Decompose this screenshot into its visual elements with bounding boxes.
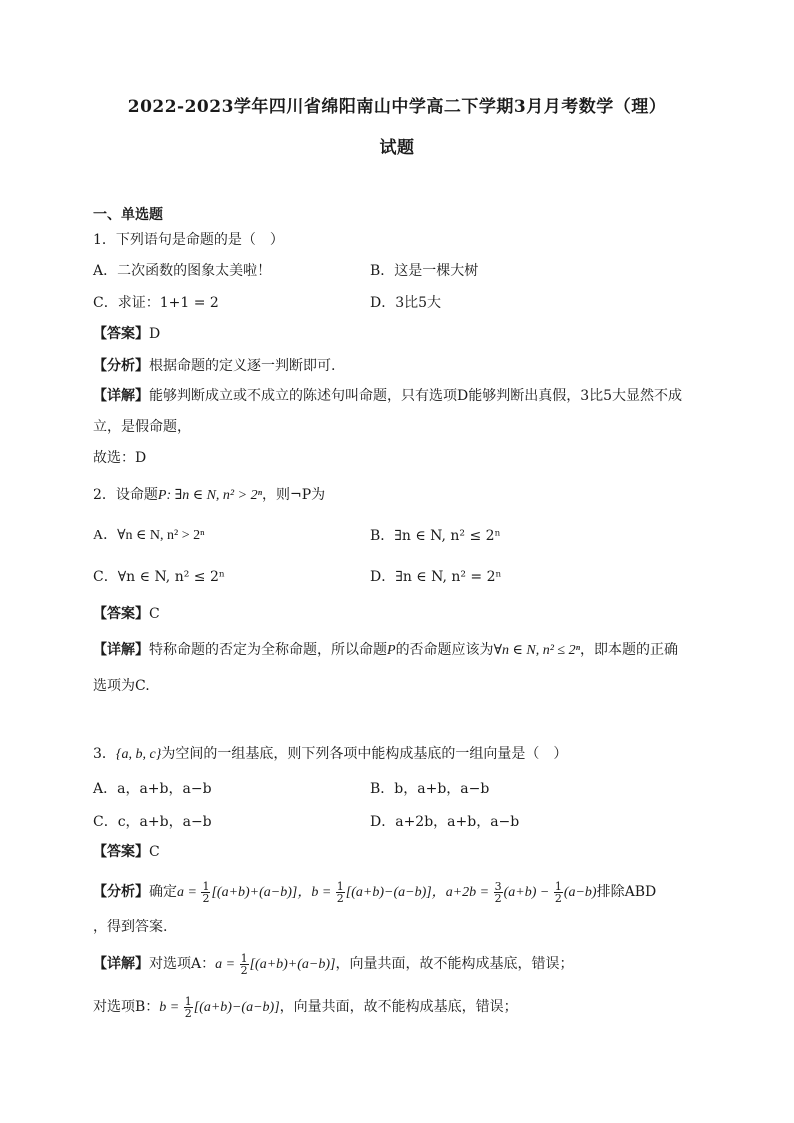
q1-stem: 1．下列语句是命题的是（ ） <box>93 232 284 248</box>
detail-prop-p: P <box>387 643 396 658</box>
q3-option-a: A．a，a+b，a−b <box>93 781 212 797</box>
q3-stem-post: 为空间的一组基底，则下列各项中能构成基底的一组向量是（ ） <box>161 746 568 762</box>
formula-a-rhs: [(a+b)+(a−b)]， <box>211 885 312 900</box>
analysis-tag: 【分析】 <box>93 884 149 900</box>
q2-stem-proposition: P: ∃n ∈ N, n² > 2ⁿ <box>157 488 262 503</box>
q2-option-a: A．∀n ∈ N, n² > 2ⁿ <box>93 528 205 543</box>
detail-b-expr-rhs: [(a+b)−(a−b)] <box>193 1000 280 1015</box>
q2-detail-line1 <box>93 641 678 660</box>
answer-tag: 【答案】 <box>93 844 149 860</box>
detail-b-expr: b = <box>159 1000 183 1015</box>
formula-a2b: a+2b = <box>445 885 493 900</box>
q1-detail-line3: 故选：D <box>93 450 147 466</box>
q1-option-c: C．求证：1+1 = 2 <box>93 295 219 311</box>
detail-b-pre: 对选项B： <box>93 999 160 1015</box>
q3-basis-set: {a, b, c} <box>115 747 162 762</box>
analysis-text: 根据命题的定义逐一判断即可. <box>149 358 336 374</box>
q3-detail-b <box>93 993 518 1022</box>
q1-detail-line1 <box>93 387 682 405</box>
fraction-half: $\frac{1}{2}$ <box>184 994 192 1020</box>
q2-detail-line2: 选项为C. <box>93 678 150 694</box>
formula-b-rhs: [(a+b)−(a−b)]， <box>345 885 446 900</box>
q3-analysis <box>93 878 656 907</box>
q3-analysis-line2: ，得到答案. <box>93 919 168 935</box>
detail-a-expr: a = <box>215 957 239 972</box>
detail-text-post: ，即本题的正确 <box>580 642 679 658</box>
formula-a: a = <box>177 885 201 900</box>
q1-detail-line2: 立，是假命题， <box>93 419 191 435</box>
answer-tag: 【答案】 <box>93 326 149 342</box>
answer-value: D <box>149 326 161 342</box>
q3-option-b: B．b，a+b，a−b <box>370 781 490 797</box>
q2-stem-pre: 2．设命题 <box>93 487 158 503</box>
q3-stem <box>93 745 567 764</box>
q2-stem <box>93 486 325 505</box>
formula-b: b = <box>311 885 335 900</box>
section-heading: 一、单选题 <box>93 207 163 223</box>
analysis-pre: 确定 <box>149 884 177 900</box>
q3-option-c: C．c，a+b，a−b <box>93 814 212 830</box>
q1-option-b: B．这是一棵大树 <box>370 263 479 279</box>
q3-detail-a <box>93 950 573 979</box>
answer-value: C <box>149 844 160 860</box>
analysis-post: 排除ABD <box>596 884 657 900</box>
detail-tag: 【详解】 <box>93 388 149 404</box>
answer-value: C <box>149 606 160 622</box>
answer-tag: 【答案】 <box>93 606 149 622</box>
doc-title-line1: 2022-2023学年四川省绵阳南山中学高二下学期3月月考数学（理） <box>127 97 667 117</box>
detail-text-mid: 的否命题应该为 <box>395 642 494 658</box>
formula-a2b-end: (a−b) <box>563 885 597 900</box>
fraction-half: $\frac{1}{2}$ <box>554 879 562 905</box>
detail-text: 能够判断成立或不成立的陈述句叫命题，只有选项D能够判断出真假，3比5大显然不成 <box>149 388 683 404</box>
q2-answer <box>93 605 160 623</box>
detail-expr: ∀n ∈ N, n² ≤ 2ⁿ <box>493 643 581 658</box>
detail-tag: 【详解】 <box>93 956 149 972</box>
q1-option-d: D．3比5大 <box>370 295 442 311</box>
q2-option-c: C．∀n ∈ N, n² ≤ 2ⁿ <box>93 569 225 585</box>
q3-answer <box>93 843 160 861</box>
q2-stem-post: ，则¬P为 <box>262 487 326 503</box>
detail-a-pre: 对选项A： <box>149 956 216 972</box>
detail-text-pre: 特称命题的否定为全称命题，所以命题 <box>149 642 387 658</box>
fraction-three-halves: $\frac{3}{2}$ <box>494 879 502 905</box>
detail-a-expr-rhs: [(a+b)+(a−b)] <box>249 957 336 972</box>
q2-option-d: D．∃n ∈ N, n² = 2ⁿ <box>370 569 502 585</box>
q2-option-b: B．∃n ∈ N, n² ≤ 2ⁿ <box>370 528 501 544</box>
detail-tag: 【详解】 <box>93 642 149 658</box>
q1-answer <box>93 325 160 343</box>
detail-b-post: ，向量共面，故不能构成基底，错误； <box>279 999 518 1015</box>
doc-title-line2: 试题 <box>379 138 415 158</box>
q1-analysis <box>93 357 335 375</box>
q1-option-a: A．二次函数的图象太美啦！ <box>93 263 272 279</box>
detail-a-post: ，向量共面，故不能构成基底，错误； <box>335 956 574 972</box>
q3-option-d: D．a+2b，a+b，a−b <box>370 814 520 830</box>
fraction-half: $\frac{1}{2}$ <box>202 879 210 905</box>
fraction-half: $\frac{1}{2}$ <box>336 879 344 905</box>
analysis-tag: 【分析】 <box>93 358 149 374</box>
fraction-half: $\frac{1}{2}$ <box>240 951 248 977</box>
formula-a2b-mid: (a+b) − <box>503 885 553 900</box>
q3-stem-pre: 3． <box>93 746 116 762</box>
